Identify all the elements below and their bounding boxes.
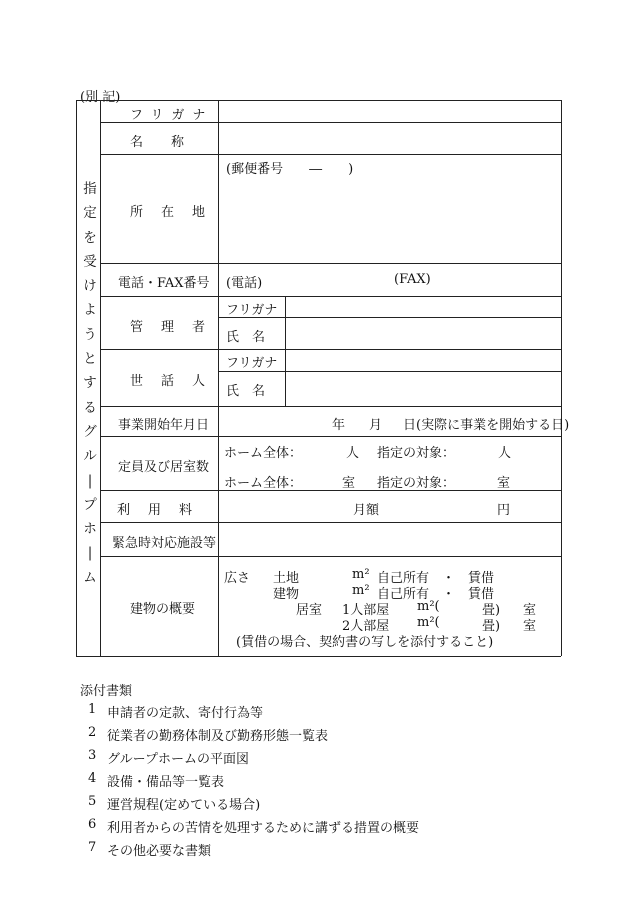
side-title-char: プ bbox=[83, 496, 97, 513]
side-title-char: | bbox=[87, 545, 93, 562]
attachment-text: 従業者の勤務体制及び勤務形態一覧表 bbox=[107, 729, 329, 744]
row-line bbox=[100, 296, 561, 297]
fee-monthly: 月額 bbox=[353, 503, 380, 518]
attachment-num: 1 bbox=[88, 702, 97, 717]
side-title-char: 指 bbox=[83, 181, 97, 197]
fee-yen: 円 bbox=[497, 503, 511, 518]
caretaker-furigana: フリガナ bbox=[226, 356, 278, 371]
building-building-ownership: 自己所有 ・ 賃借 bbox=[377, 587, 495, 602]
side-title-char: ム bbox=[83, 569, 97, 586]
building-single-m2: m²( bbox=[417, 599, 440, 614]
cap-target-persons-label: 指定の対象： bbox=[377, 446, 456, 461]
row-line bbox=[100, 490, 561, 491]
table-border-right bbox=[561, 100, 562, 656]
building-double-count: 室 bbox=[523, 619, 537, 634]
sub-label-divider bbox=[285, 296, 286, 406]
building-size: 広さ bbox=[224, 571, 251, 586]
start-year: 年 bbox=[332, 418, 346, 433]
caretaker-name: 氏 名 bbox=[226, 384, 266, 399]
row-line bbox=[100, 154, 561, 155]
attachment-text: 利用者からの苦情を処理するために講ずる措置の概要 bbox=[107, 821, 420, 836]
manager-furigana: フリガナ bbox=[226, 303, 278, 318]
building-single-count: 室 bbox=[523, 603, 537, 618]
fax-text: (FAX) bbox=[394, 272, 431, 287]
cap-whole-rooms-label: ホーム全体： bbox=[224, 476, 303, 491]
caretaker-label: 世話人 bbox=[130, 374, 224, 389]
capacity-label: 定員及び居室数 bbox=[118, 460, 210, 475]
building-single-room: 1人部屋 bbox=[342, 603, 390, 618]
building-double-tatami: 畳) bbox=[482, 619, 501, 634]
side-title-char: す bbox=[83, 375, 97, 392]
attachment-num: 6 bbox=[88, 817, 97, 832]
building-double-room: 2人部屋 bbox=[342, 619, 390, 634]
attachment-text: 申請者の定款、寄付行為等 bbox=[107, 706, 264, 721]
furigana-label: フリガナ bbox=[130, 108, 214, 123]
side-title-char: | bbox=[87, 472, 93, 489]
side-title-char: よ bbox=[83, 302, 97, 319]
attachment-text: グループホームの平面図 bbox=[107, 752, 249, 767]
manager-name: 氏 名 bbox=[226, 330, 266, 345]
building-land: 土地 bbox=[273, 571, 300, 586]
manager-label: 管理者 bbox=[130, 320, 224, 335]
building-land-ownership: 自己所有 ・ 賃借 bbox=[377, 571, 495, 586]
postal-text: (郵便番号 ― ) bbox=[226, 162, 354, 177]
side-title-char: と bbox=[83, 351, 97, 368]
phone-text: (電話) bbox=[226, 276, 263, 291]
building-room: 居室 bbox=[296, 603, 323, 618]
row-line bbox=[100, 556, 561, 557]
side-title bbox=[80, 177, 100, 590]
table-border-left bbox=[76, 100, 77, 656]
start-label: 事業開始年月日 bbox=[118, 418, 210, 433]
cap-target-rooms-label: 指定の対象： bbox=[377, 476, 456, 491]
row-line bbox=[218, 371, 561, 372]
attachment-text: 設備・備品等一覧表 bbox=[107, 775, 225, 790]
side-title-divider bbox=[100, 100, 101, 656]
attachment-num: 4 bbox=[88, 771, 97, 786]
table-border-top bbox=[76, 100, 561, 101]
side-title-char: 定 bbox=[83, 205, 97, 222]
side-title-char: を bbox=[83, 229, 97, 246]
start-day: 日(実際に事業を開始する日) bbox=[403, 418, 570, 433]
row-line bbox=[100, 349, 561, 350]
building-double-m2: m²( bbox=[417, 615, 440, 630]
row-line bbox=[100, 406, 561, 407]
building-building-m2: m² bbox=[352, 583, 370, 598]
side-title-char: け bbox=[83, 278, 97, 295]
cap-target-rooms-unit: 室 bbox=[497, 476, 511, 491]
side-title-char: ホ bbox=[83, 521, 97, 538]
attachment-text: その他必要な書類 bbox=[107, 844, 212, 859]
building-building: 建物 bbox=[273, 587, 300, 602]
building-note: (賃借の場合、契約書の写しを添付すること) bbox=[236, 635, 494, 650]
attachment-num: 7 bbox=[88, 840, 97, 855]
cap-whole-rooms-unit: 室 bbox=[342, 476, 356, 491]
side-title-char: 受 bbox=[83, 253, 97, 270]
start-month: 月 bbox=[369, 418, 383, 433]
cap-whole-persons-unit: 人 bbox=[346, 446, 360, 461]
building-single-tatami: 畳) bbox=[482, 603, 501, 618]
attachment-num: 3 bbox=[88, 748, 97, 763]
fee-label: 利用料 bbox=[117, 503, 211, 518]
row-line bbox=[100, 263, 561, 264]
attachments-title: 添付書類 bbox=[80, 684, 133, 699]
name-label: 名称 bbox=[130, 135, 213, 150]
cap-target-persons-unit: 人 bbox=[498, 446, 512, 461]
cap-whole-persons-label: ホーム全体： bbox=[224, 446, 303, 461]
row-line bbox=[100, 522, 561, 523]
side-title-char: う bbox=[83, 326, 97, 343]
address-label: 所在地 bbox=[130, 205, 224, 220]
side-title-char: る bbox=[83, 399, 97, 416]
table-border-bottom bbox=[76, 656, 561, 657]
attachment-text: 運営規程(定めている場合) bbox=[107, 798, 261, 813]
side-title-char: ル bbox=[83, 448, 97, 465]
attachment-num: 5 bbox=[88, 794, 97, 809]
phone-label: 電話・FAX番号 bbox=[118, 276, 210, 291]
header-label: (別 記) bbox=[80, 90, 121, 105]
building-land-m2: m² bbox=[352, 567, 370, 582]
attachment-num: 2 bbox=[88, 725, 97, 740]
row-line bbox=[100, 436, 561, 437]
building-label: 建物の概要 bbox=[130, 602, 196, 617]
side-title-char: グ bbox=[83, 423, 97, 440]
emergency-label: 緊急時対応施設等 bbox=[112, 536, 217, 551]
